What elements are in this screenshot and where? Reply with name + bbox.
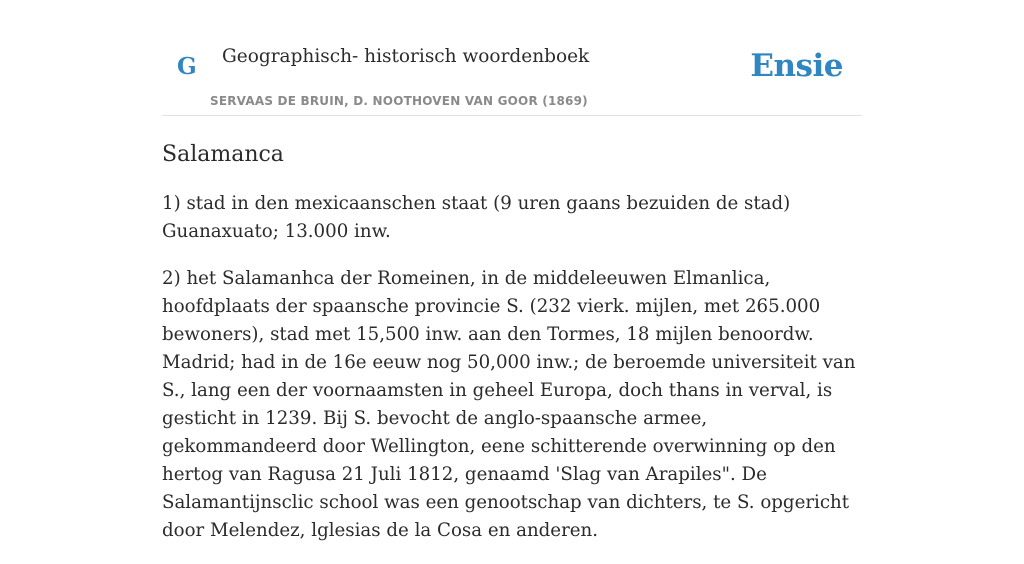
definition-1: 1) stad in den mexicaanschen staat (9 uren gaans bezuiden de stad) Guanaxuato; 13.000 inw. (162, 192, 791, 242)
entry-definitions (162, 190, 862, 545)
book-title-link[interactable]: Geographisch- historisch woordenboek (222, 46, 590, 67)
book-logo-icon[interactable]: G (177, 53, 197, 80)
book-header (162, 0, 862, 116)
entry-title: Salamanca (162, 142, 284, 167)
page (162, 0, 862, 564)
ensie-logo[interactable]: Ensie (750, 48, 843, 84)
book-author: SERVAAS DE BRUIN, D. NOOTHOVEN VAN GOOR (1869) (210, 94, 588, 108)
definition-2: 2) het Salamanhca der Romeinen, in de middeleeuwen Elmanlica, hoofdplaats der spaansche provincie S. (232 vierk. mijlen, met 265.000 bewoners), stad met 15,500 inw. aan den Tormes, 18 mijlen benoordw. Madrid; had in de 16e eeuw nog 50,000 inw.; de beroemde universiteit van S., lang een der voornaamsten in geheel Europa, doch thans in verval, is gesticht in 1239. Bij S. bevocht de anglo-spaansche armee, gekommandeerd door Wellington, eene schitterende overwinning op den hertog van Ragusa 21 Juli 1812, genaamd 'Slag van Arapiles". De Salamantijnsclic school was een genootschap van dichters, te S. opgericht door Melendez, lglesias de la Cosa en anderen. (162, 267, 856, 541)
